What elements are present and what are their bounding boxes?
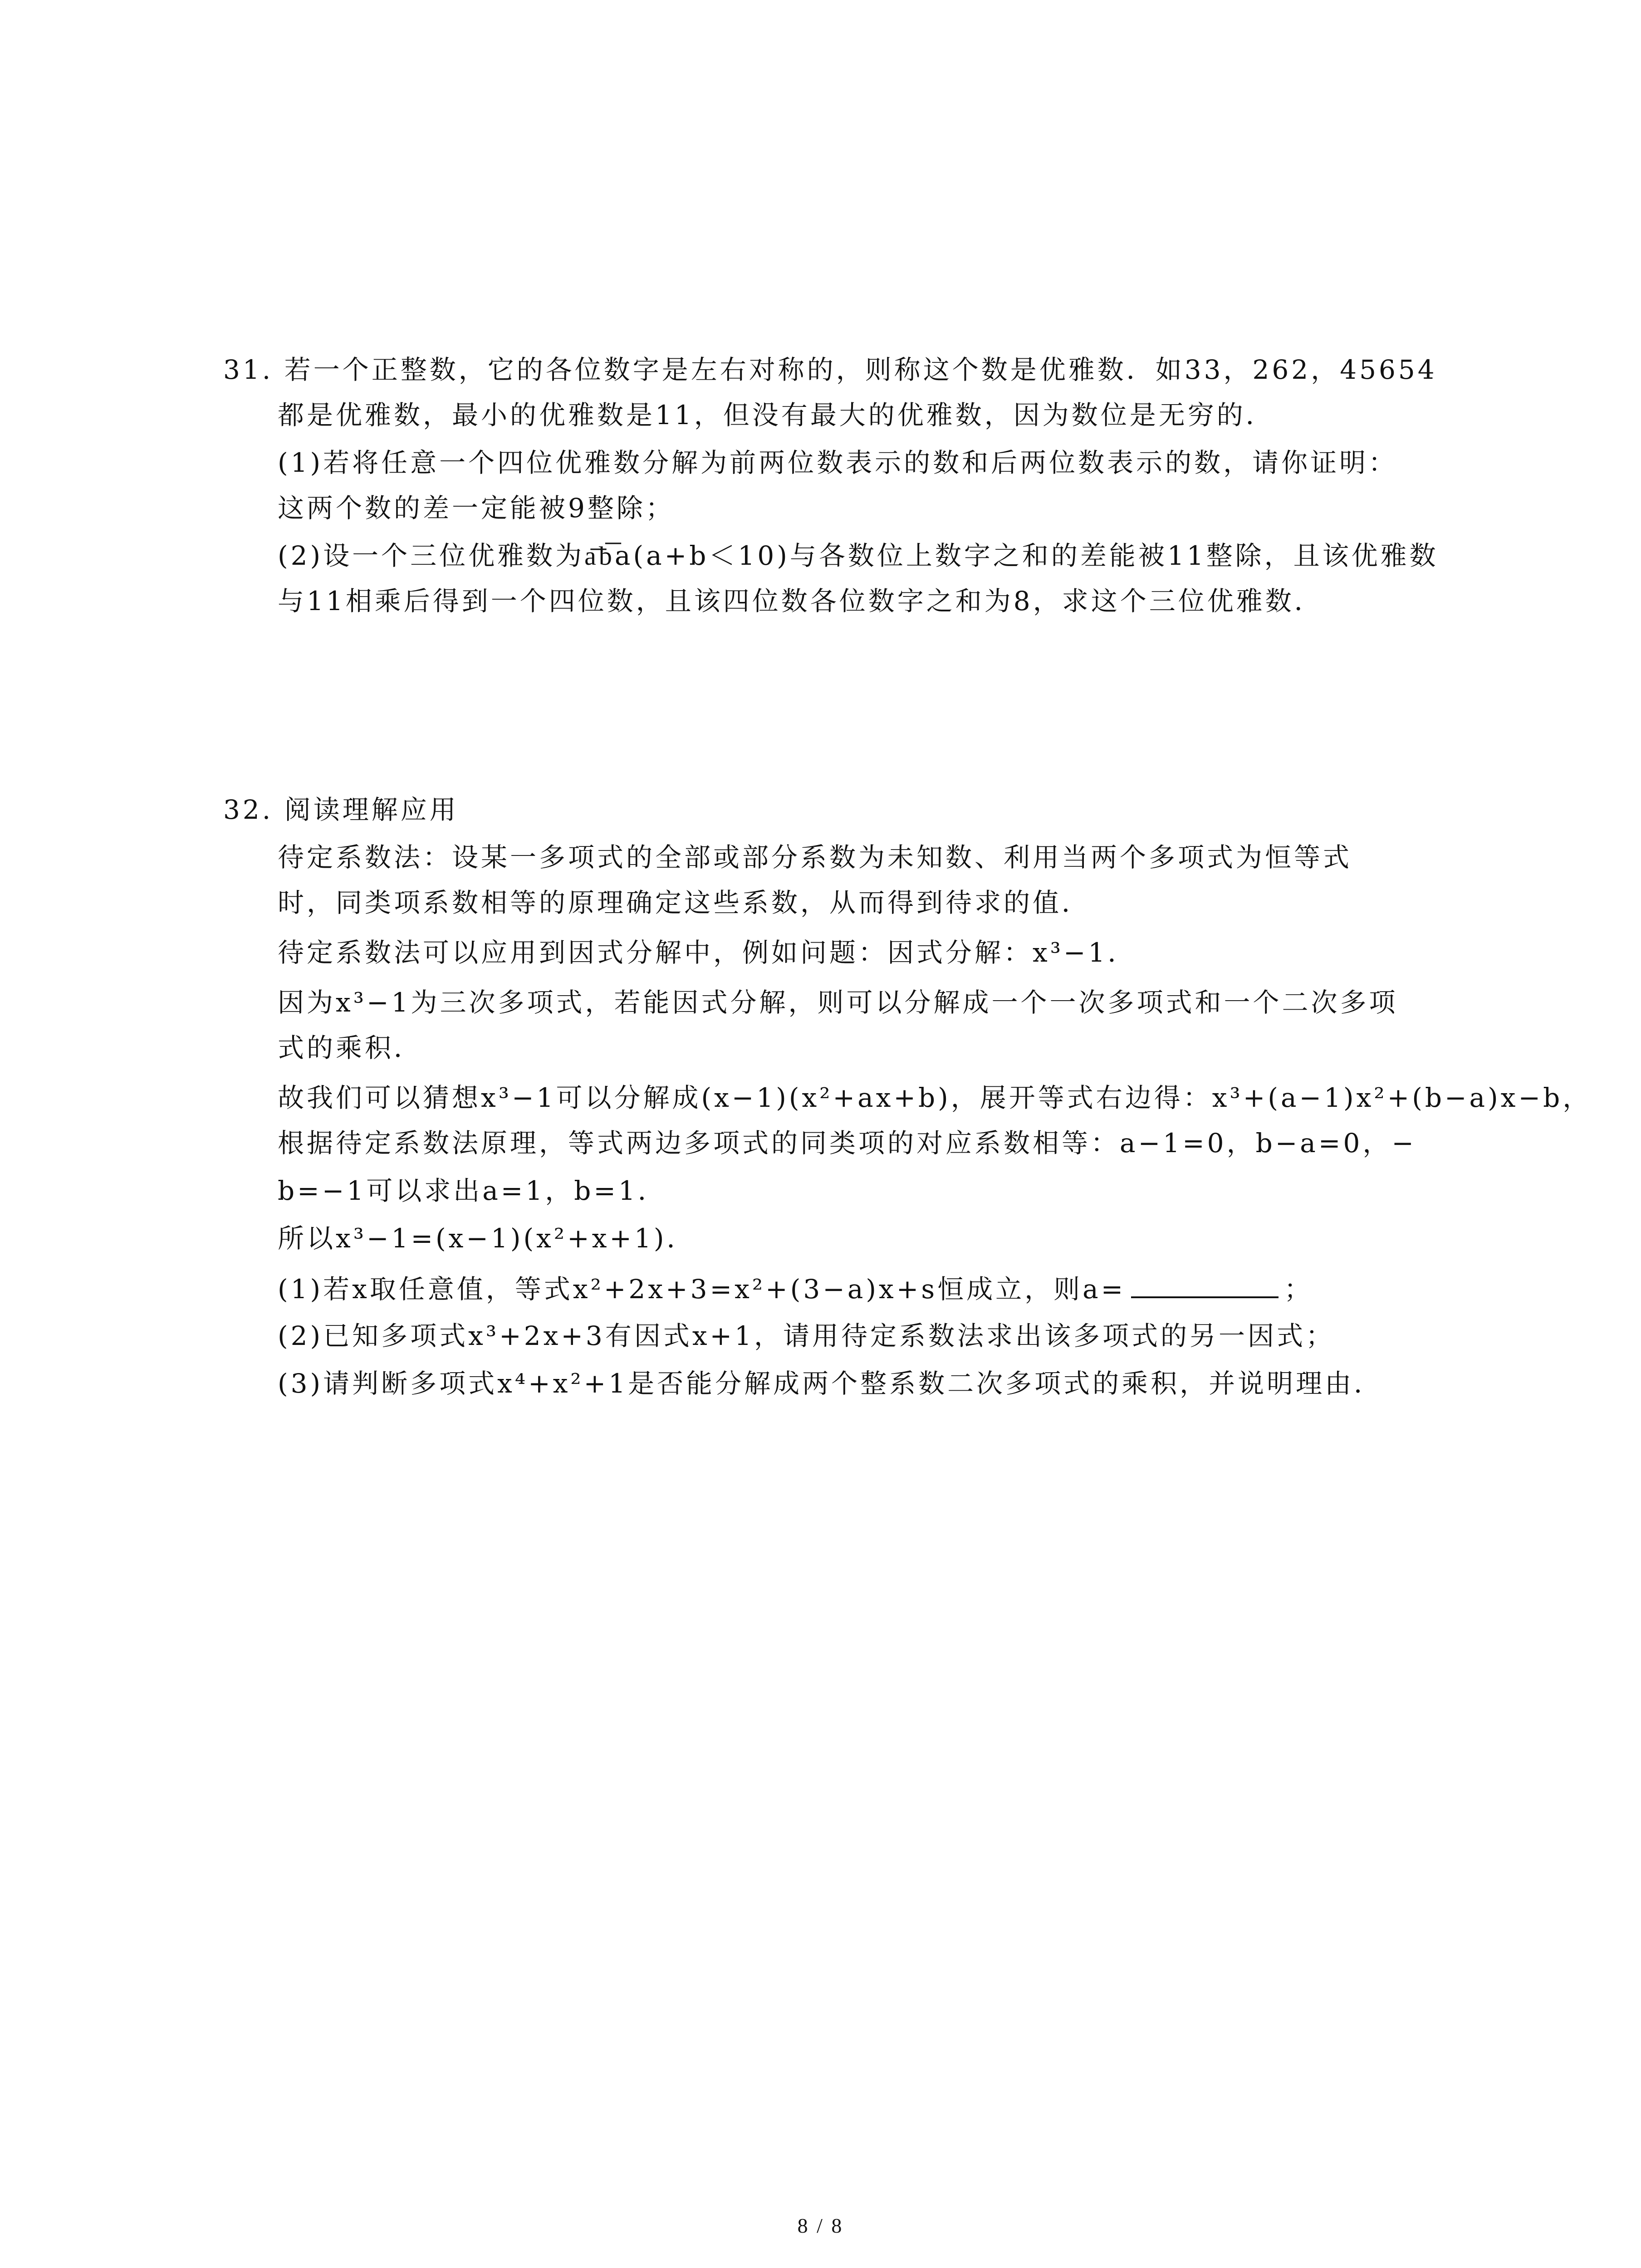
question-31-line-6: 与11相乘后得到一个四位数，且该四位数各位数字之和为8，求这个三位优雅数． xyxy=(278,586,1323,616)
question-32-line-1: 待定系数法：设某一多项式的全部或部分系数为未知数、利用当两个多项式为恒等式 xyxy=(278,842,1352,873)
question-31-line-5: (2)设一个三位优雅数为a͞b͞a(a+b＜10)与各数位上数字之和的差能被11整除，且该优雅数 xyxy=(278,540,1439,571)
question-31-line-3: (1)若将任意一个四位优雅数分解为前两位数表示的数和后两位数表示的数，请你证明： xyxy=(278,447,1398,478)
question-32-sub-1 xyxy=(278,1270,1313,1307)
question-32-number: 32. xyxy=(223,794,274,825)
question-32-sub-2: (2)已知多项式x³+2x+3有因式x+1，请用待定系数法求出该多项式的另一因式； xyxy=(278,1320,1335,1351)
question-32-line-8: b=−1可以求出a=1，b=1． xyxy=(278,1175,667,1206)
question-31-line-4: 这两个数的差一定能被9整除； xyxy=(278,493,675,523)
question-32-line-7: 根据待定系数法原理，等式两边多项式的同类项的对应系数相等：a−1=0，b−a=0，− xyxy=(278,1128,1416,1158)
sub-1-text: (1)若x取任意值，等式x²+2x+3=x²+(3−a)x+s恒成立，则a= xyxy=(278,1274,1126,1305)
question-32-line-5: 式的乘积． xyxy=(278,1032,423,1063)
question-32-title: 阅读理解应用 xyxy=(284,794,459,825)
question-32-line-4: 因为x³−1为三次多项式，若能因式分解，则可以分解成一个一次多项式和一个二次多项 xyxy=(278,987,1398,1018)
question-32-line-6: 故我们可以猜想x³−1可以分解成(x−1)(x²+ax+b)，展开等式右边得：x³+(a−1)x²+(b−a)x−b， xyxy=(278,1082,1592,1113)
question-31-number: 31. xyxy=(223,354,274,385)
question-32-heading xyxy=(223,792,459,828)
sub-1-end: ； xyxy=(1284,1274,1313,1305)
question-31-line-2: 都是优雅数，最小的优雅数是11，但没有最大的优雅数，因为数位是无穷的． xyxy=(278,400,1275,430)
question-31-text: 若一个正整数，它的各位数字是左右对称的，则称这个数是优雅数．如33，262，45654 xyxy=(284,354,1437,385)
question-32-line-2: 时，同类项系数相等的原理确定这些系数，从而得到待求的值． xyxy=(278,887,1091,918)
answer-blank[interactable] xyxy=(1131,1270,1279,1298)
question-32-line-3: 待定系数法可以应用到因式分解中，例如问题：因式分解：x³−1． xyxy=(278,937,1137,968)
page-number: 8 / 8 xyxy=(797,2214,844,2237)
question-32-line-9: 所以x³−1=(x−1)(x²+x+1)． xyxy=(278,1223,696,1254)
question-32-sub-3: (3)请判断多项式x⁴+x²+1是否能分解成两个整系数二次多项式的乘积，并说明理由． xyxy=(278,1368,1383,1399)
question-31-line-1 xyxy=(223,352,1437,388)
